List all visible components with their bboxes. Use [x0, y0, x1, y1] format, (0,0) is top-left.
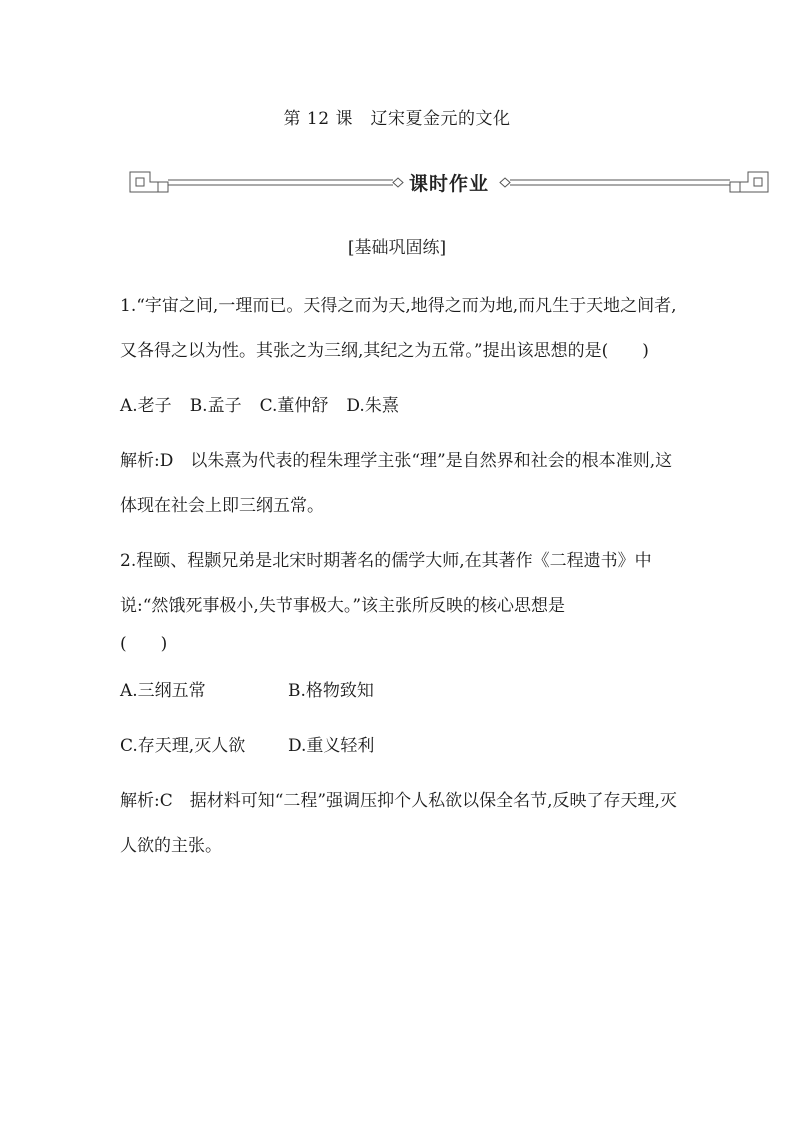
- question-2-options-row-1: [120, 669, 685, 714]
- homework-banner: [128, 166, 770, 198]
- question-2-blank: ( ): [120, 634, 168, 654]
- question-list: [120, 284, 685, 869]
- question-2-options-row-2: [120, 724, 685, 769]
- banner-title: 课时作业: [408, 173, 489, 195]
- question-2-analysis: 解析:C 据材料可知“二程”强调压抑个人私欲以保全名节,反映了存天理,灭人欲的主张。: [120, 791, 677, 856]
- question-1-stem: 1.“宇宙之间,一理而已。天得之而为天,地得之而为地,而凡生于天地之间者,又各得之以为性。其张之为三纲,其纪之为五常。”提出该思想的是( ): [120, 296, 677, 361]
- option-c: C.存天理,灭人欲: [120, 736, 246, 756]
- option-a: A.三纲五常: [120, 681, 206, 701]
- section-title: [基础巩固练]: [347, 238, 447, 258]
- page-title: 第 12 课 辽宋夏金元的文化: [283, 109, 511, 129]
- option-b: B.孟子: [189, 396, 242, 416]
- question-1-options: [120, 384, 685, 429]
- question-1-analysis: 解析:D 以朱熹为代表的程朱理学主张“理”是自然界和社会的根本准则,这体现在社会上即三纲五常。: [120, 451, 673, 516]
- option-d: D.朱熹: [346, 396, 399, 416]
- option-b: B.格物致知: [288, 681, 374, 701]
- option-c: C.董仲舒: [259, 396, 329, 416]
- question-2-stem: 2.程颐、程颢兄弟是北宋时期著名的儒学大师,在其著作《二程遗书》中说:“然饿死事极小,失节事极大。”该主张所反映的核心思想是: [120, 551, 652, 616]
- option-a: A.老子: [120, 396, 172, 416]
- option-d: D.重义轻利: [288, 736, 375, 756]
